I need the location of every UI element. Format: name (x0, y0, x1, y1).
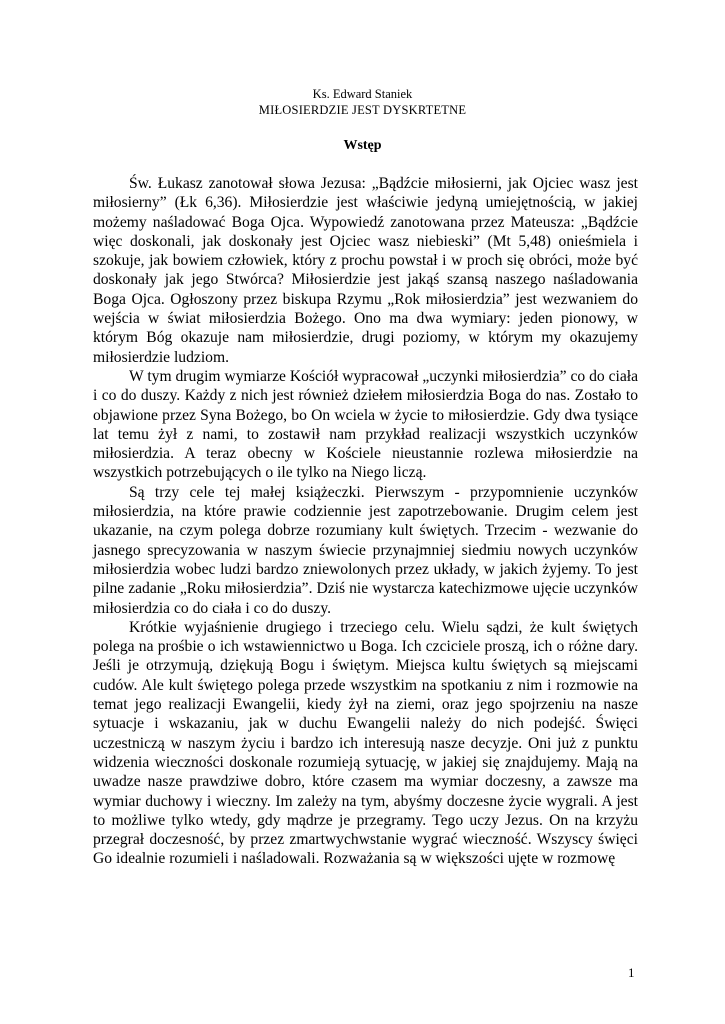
body-text (93, 174, 638, 869)
paragraph: Św. Łukasz zanotował słowa Jezusa: „Bądźcie miłosierni, jak Ojciec wasz jest miłosierny” (Łk 6,36). Miłosierdzie jest właściwie jedyną umiejętnością, w jakiej możemy naśladować Boga Ojca. Wypowiedź zanotowana przez Mateusza: „Bądźcie więc doskonali, jak doskonały jest Ojciec wasz niebieski” (Mt 5,48) onieśmiela i szokuje, jak bowiem człowiek, który z prochu powstał i w proch się obróci, może być doskonały jak jego Stwórca? Miłosierdzie jest jakąś szansą naszego naśladowania Boga Ojca. Ogłoszony przez biskupa Rzymu „Rok miłosierdzia” jest wezwaniem do wejścia w świat miłosierdzia Bożego. Ono ma dwa wymiary: jeden pionowy, w którym Bóg okazuje nam miłosierdzie, drugi poziomy, w którym my okazujemy miłosierdzie ludziom. (93, 175, 638, 366)
document-title: MIŁOSIERDZIE JEST DYSKRTETNE (258, 103, 467, 117)
section-heading: Wstęp (343, 138, 382, 153)
author-line: Ks. Edward Staniek (312, 87, 413, 101)
paragraph: Są trzy cele tej małej książeczki. Pierwszym - przypomnienie uczynków miłosierdzia, na które prawie codziennie jest zapotrzebowanie. Drugim celem jest ukazanie, na czym polega dobrze rozumiany kult świętych. Trzecim - wezwanie do jasnego sprecyzowania w naszym świecie przynajmniej siedmiu nowych uczynków miłosierdzia wobec ludzi bardzo zniewolonych przez układy, w jakich żyjemy. To jest pilne zadanie „Roku miłosierdzia”. Dziś nie wystarcza katechizmowe ujęcie uczynków miłosierdzia co do ciała i co do duszy. (93, 483, 638, 617)
page-number: 1 (628, 965, 635, 980)
paragraph: Krótkie wyjaśnienie drugiego i trzeciego celu. Wielu sądzi, że kult świętych polega na prośbie o ich wstawiennictwo u Boga. Ich czciciele proszą, ich o różne dary. Jeśli je otrzymują, dziękują Bogu i świętym. Miejsca kultu świętych są miejscami cudów. Ale kult świętego polega przede wszystkim na spotkaniu z nim i rozmowie na temat jego realizacji Ewangelii, kiedy żył na ziemi, oraz jego spojrzeniu na nasze sytuacje i wskazaniu, jak w duchu Ewangelii należy do nich podejść. Święci uczestniczą w naszym życiu i bardzo ich interesują nasze decyzje. Oni już z punktu widzenia wieczności doskonale rozumieją sytuację, w jakiej się znajdujemy. Mają na uwadze nasze prawdziwe dobro, które czasem ma wymiar doczesny, a zawsze ma wymiar duchowy i wieczny. Im zależy na tym, abyśmy doczesne życie wygrali. A jest to możliwe tylko wtedy, gdy mądrze je przegramy. Tego uczy Jezus. On na krzyżu przegrał doczesność, by przez zmartwychwstanie wygrać wieczność. Wszyscy święci Go idealnie rozumieli i naśladowali. Rozważania są w większości ujęte w rozmowę (93, 618, 638, 868)
paragraph: W tym drugim wymiarze Kościół wypracował „uczynki miłosierdzia” co do ciała i co do duszy. Każdy z nich jest również dziełem miłosierdzia Boga do nas. Zostało to objawione przez Syna Bożego, bo On wciela w życie to miłosierdzie. Gdy dwa tysiące lat temu żył z nami, to zostawił nam przykład realizacji wszystkich uczynków miłosierdzia. A teraz obecny w Kościele nieustannie rozlewa miłosierdzie na wszystkich potrzebujących o ile tylko na Niego liczą. (93, 367, 638, 482)
